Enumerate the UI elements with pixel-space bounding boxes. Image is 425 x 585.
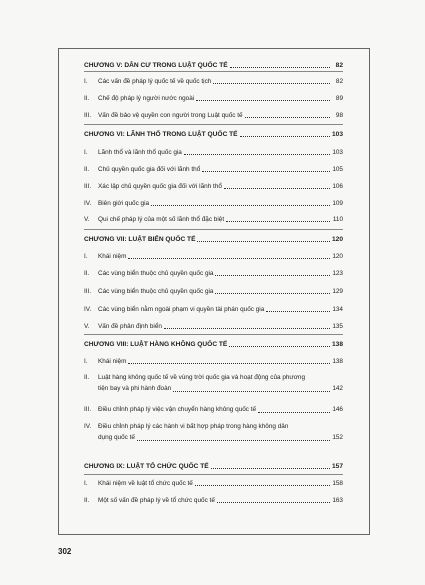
toc-chapter-heading [84,463,343,471]
toc-page-number: 109 [332,200,343,207]
toc-page-number: 146 [332,406,343,413]
toc-page-number: 103 [332,149,343,156]
toc-chapter-heading [84,341,343,349]
toc-entry-title: Một số vấn đề pháp lý về tổ chức quốc tế [98,497,215,504]
dot-leader [217,501,330,503]
toc-entry-title-line1: Điều chỉnh pháp lý các hành vi bất hợp pháp trong hàng không dân [98,423,289,430]
dot-leader [195,484,330,486]
toc-entry [84,480,343,488]
toc-entry [84,183,343,191]
toc-entry-title: CHƯƠNG IX: LUẬT TỔ CHỨC QUỐC TẾ [84,463,209,470]
dot-leader [230,66,330,68]
toc-chapter-heading [84,62,343,70]
toc-page-number: 105 [332,166,343,173]
toc-entry-multiline [84,421,343,443]
toc-entry-title-line2: dụng quốc tế [98,434,135,441]
toc-page-number: 106 [332,183,343,190]
toc-page-number: 103 [331,131,343,138]
toc-page-number: 152 [332,434,343,441]
dot-leader [226,220,330,222]
toc-entry-title: Chủ quyền quốc gia đối với lãnh thổ [98,166,201,173]
toc-page-number: 163 [332,497,343,504]
toc-page-number: 142 [332,385,343,392]
dot-leader [240,135,330,137]
dot-leader [258,411,330,413]
toc-entry-title-line1: Luật hàng không quốc tế về vùng trời quốc gia và hoạt động của phương [98,374,306,381]
toc-page-number: 134 [332,306,343,313]
toc-page-number: 135 [332,323,343,330]
section-divider [84,474,343,475]
section-divider [84,229,343,230]
toc-page-number: 138 [332,358,343,365]
toc-roman-numeral: I. [84,480,88,487]
toc-entry [84,95,343,103]
dot-leader [266,310,330,312]
toc-entry-multiline [84,404,343,415]
toc-page-number: 120 [332,253,343,260]
toc-page-number: 138 [331,341,343,348]
toc-entry [84,358,343,366]
toc-entry-title: Vấn đề bảo vệ quyền con người trong Luật quốc tế [98,112,243,119]
toc-entry-title: CHƯƠNG VI: LÃNH THỔ TRONG LUẬT QUỐC TẾ [84,131,238,138]
toc-entry [84,497,343,505]
toc-roman-numeral: IV. [84,200,92,207]
toc-entry-title: Khái niệm [98,358,127,365]
toc-roman-numeral: IV. [84,306,92,313]
section-divider [84,334,343,335]
toc-roman-numeral: II. [84,95,90,102]
toc-entry-title: Khái niệm [98,253,127,260]
dot-leader [213,82,330,84]
toc-roman-numeral: III. [84,112,92,119]
toc-entry-title: Vấn đề phân định biển [98,323,162,330]
dot-leader [202,170,330,172]
dot-leader [128,257,330,259]
toc-entry-title: CHƯƠNG V: DÂN CƯ TRONG LUẬT QUỐC TẾ [84,62,228,69]
toc-roman-numeral: II. [84,270,90,277]
dot-leader [229,345,330,347]
toc-page-number: 123 [332,270,343,277]
toc-page-number: 98 [335,112,343,119]
section-divider [84,124,343,125]
toc-entry-title: Chế độ pháp lý người nước ngoài [98,95,195,102]
toc-entry-title: Qui chế pháp lý của một số lãnh thổ đặc biệt [98,216,225,223]
toc-roman-numeral: III. [84,183,92,190]
toc-roman-numeral: II. [84,374,90,381]
toc-entry-title: Các vùng biển thuộc chủ quyền quốc gia [98,270,214,277]
toc-entry [84,253,343,261]
dot-leader [224,187,330,189]
toc-page-number: 158 [332,480,343,487]
dot-leader [164,327,330,329]
toc-entry [84,149,343,157]
toc-roman-numeral: III. [84,406,92,413]
toc-entry-title: Các vùng biển nằm ngoài phạm vi quyền tài phán quốc gia [98,306,265,313]
toc-entry-title: Điều chỉnh pháp lý việc vận chuyển hàng không quốc tế [98,406,257,413]
toc-entry [84,112,343,120]
dot-leader [197,240,330,242]
toc-entry-title: Biên giới quốc gia [98,200,150,207]
toc-roman-numeral: IV. [84,423,92,430]
toc-entry [84,323,343,331]
toc-entry-title: Khái niệm về luật tổ chức quốc tế [98,480,193,487]
dot-leader [137,439,330,441]
dot-leader [215,274,330,276]
toc-page-number: 110 [332,216,343,223]
dot-leader [151,204,330,206]
toc-entry-title: Xác lập chủ quyền quốc gia đối với lãnh thổ [98,183,222,190]
toc-roman-numeral: I. [84,253,88,260]
toc-entry [84,216,343,224]
toc-entry-title: CHƯƠNG VII: LUẬT BIỂN QUỐC TẾ [84,236,196,243]
dot-leader [196,99,330,101]
toc-roman-numeral: I. [84,149,88,156]
toc-entry-title: Lãnh thổ và lãnh thổ quốc gia [98,149,182,156]
toc-entry [84,288,343,296]
dot-leader [215,292,330,294]
toc-roman-numeral: V. [84,216,90,223]
toc-roman-numeral: III. [84,288,92,295]
toc-entry [84,78,343,86]
toc-entry-title: Các vùng biển thuộc chủ quyền quốc gia [98,288,214,295]
toc-chapter-heading [84,131,343,139]
toc-roman-numeral: I. [84,78,88,85]
toc-entry [84,200,343,208]
toc-entry-multiline [84,372,343,394]
section-divider [84,71,343,72]
page-number: 302 [58,547,72,556]
dot-leader [184,153,330,155]
toc-page-number: 82 [335,62,343,69]
toc-entry [84,306,343,314]
toc-page-number: 89 [335,95,343,102]
toc-page-number: 82 [335,78,343,85]
dot-leader [211,467,330,469]
dot-leader [245,116,330,118]
toc-roman-numeral: V. [84,323,90,330]
toc-roman-numeral: II. [84,497,90,504]
toc-entry-title-line2: tiện bay và phi hành đoàn [98,385,172,392]
dot-leader [128,362,330,364]
toc-roman-numeral: II. [84,166,90,173]
toc-page-number: 129 [332,288,343,295]
toc-entry-title: CHƯƠNG VIII: LUẬT HÀNG KHÔNG QUỐC TẾ [84,341,228,348]
toc-page-number: 157 [331,463,343,470]
toc-roman-numeral: I. [84,358,88,365]
toc-page-number: 120 [331,236,343,243]
toc-chapter-heading [84,236,343,244]
toc-entry [84,166,343,174]
toc-entry-title: Các vấn đề pháp lý quốc tế về quốc tịch [98,78,212,85]
dot-leader [173,390,330,392]
toc-entry [84,270,343,278]
